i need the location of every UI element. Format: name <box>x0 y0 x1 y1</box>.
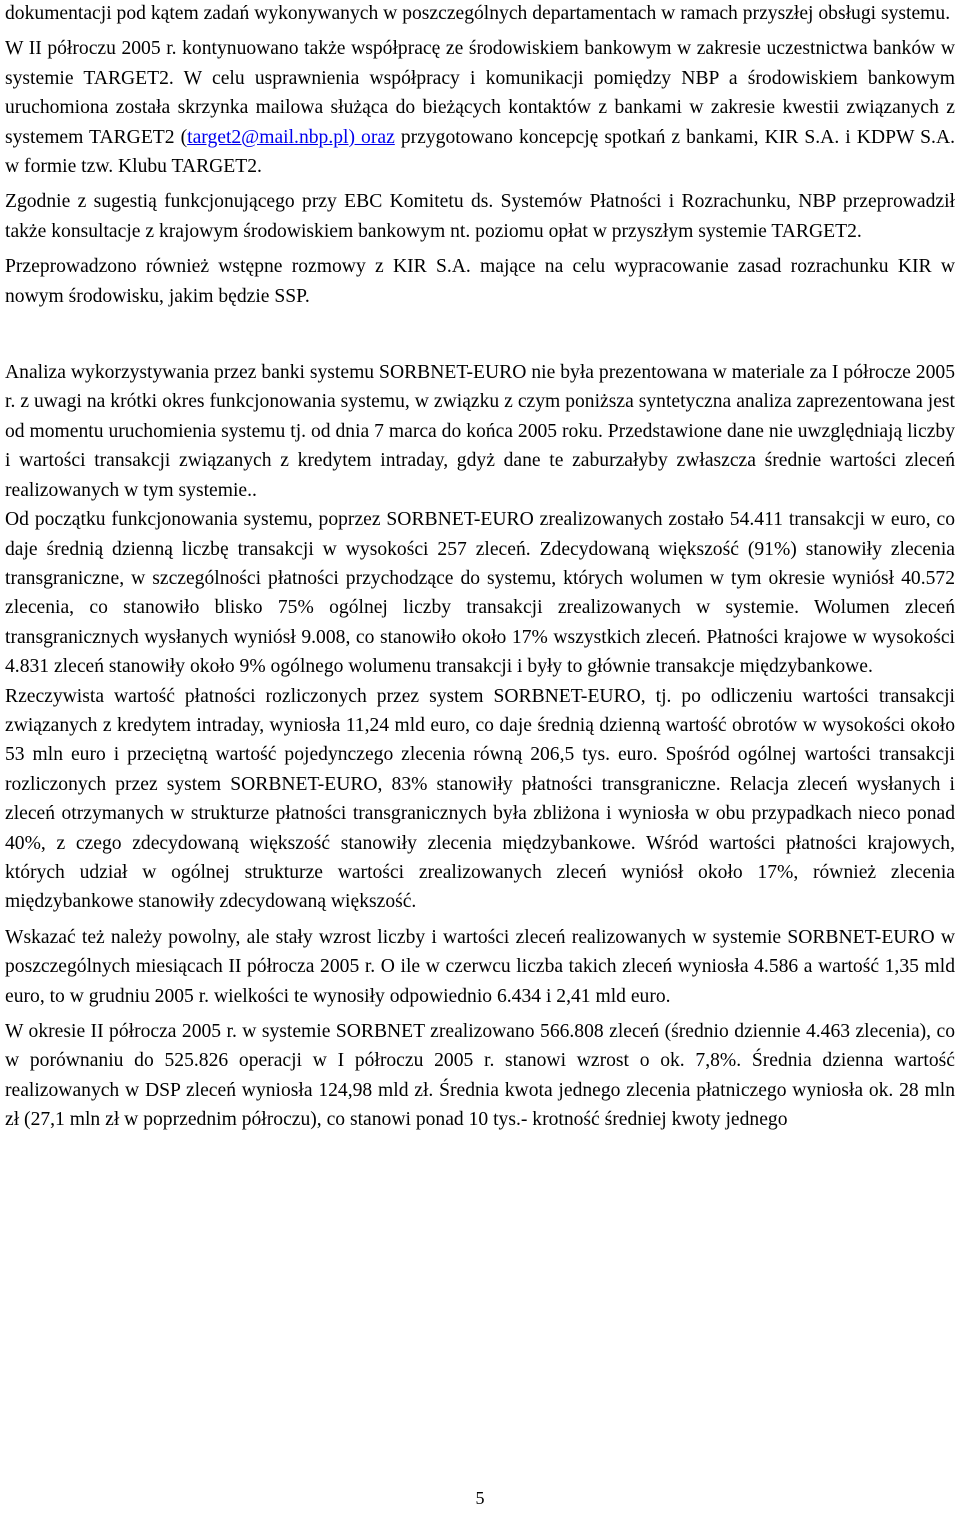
paragraph-sorbnet-euro-growth: Wskazać też należy powolny, ale stały wzrost liczby i wartości zleceń realizowanych w systemie SORBNET-EURO w poszczególnych miesiącach II półrocza 2005 r. O ile w czerwcu liczba takich zleceń wyniosła 4.586 a wartość 1,35 mld euro, to w grudniu 2005 r. wielkości te wynosiły odpowiednio 6.434 i 2,41 mld euro. <box>5 926 955 1007</box>
paragraph-sorbnet-statistics: W okresie II półrocza 2005 r. w systemie SORBNET zrealizowano 566.808 zleceń (średnio dziennie 4.463 zlecenia), co w porównaniu do 525.826 operacji w I półroczu 2005 r. stanowi wzrost o ok. 7,8%. Średnia dzienna wartość realizowanych w DSP zleceń wyniosła 124,98 mld zł. Średnia kwota jednego zlecenia płatniczego wyniosła ok. 28 mln zł (27,1 mln zł w poprzednim półroczu), co stanowi ponad 10 tys.- krotność średniej kwoty jednego <box>5 1021 955 1131</box>
paragraph-sorbnet-euro-volume: Od początku funkcjonowania systemu, poprzez SORBNET-EURO zrealizowanych zostało 54.411 transakcji w euro, co daje średnią dzienną liczbę transakcji w wysokości 257 zleceń. Zdecydowaną większość (91%) stanowiły zlecenia transgraniczne, w szczególności płatności przychodzące do systemu, których wolumen w tym okresie wyniósł 40.572 zlecenia, co stanowiło blisko 75% ogólnej liczby transakcji zrealizowanych w systemie. Wolumen zleceń transgranicznych wysłanych wyniósł 9.008, co stanowiło około 17% wszystkich zleceń. Płatności krajowe w wysokości 4.831 zleceń stanowiły około 9% ogólnego wolumenu transakcji i były to głównie transakcje międzybankowe. <box>5 509 955 678</box>
paragraph-ebc-consultations: Zgodnie z sugestią funkcjonującego przy EBC Komitetu ds. Systemów Płatności i Rozrachunku, NBP przeprowadził także konsultacje z krajowym środowiskiem bankowym nt. poziomu opłat w przyszłym systemie TARGET2. <box>5 191 955 242</box>
paragraph-target2-text-start: W II półroczu 2005 r. kontynuowano także współpracę ze środowiskiem bankowym w zakresie uczestnictwa banków w systemie TARGET2. W celu usprawnienia współpracy i komunikacji pomiędzy NBP a środowiskiem bankowym uruchomiona została skrzynka mailowa służąca do bieżących kontaktów z bankami w zakresie kwestii związanych z systemem TARGET2 ( <box>5 38 955 148</box>
paragraph-documentation: dokumentacji pod kątem zadań wykonywanych w poszczególnych departamentach w ramach przyszłej obsługi systemu. <box>5 3 951 24</box>
paragraph-sorbnet-euro-analysis: Analiza wykorzystywania przez banki systemu SORBNET-EURO nie była prezentowana w materiale za I półrocze 2005 r. z uwagi na krótki okres funkcjonowania systemu, w związku z czym poniższa syntetyczna analiza zaprezentowana jest od momentu uruchomienia systemu tj. od dnia 7 marca do końca 2005 roku. Przedstawione dane nie uwzględniają liczby i wartości transakcji związanych z kredytem intraday, gdyż dane te zaburzałyby zwłaszcza średnie wartości zleceń realizowanych w tym systemie.. <box>5 362 955 501</box>
page-number: 5 <box>475 1488 485 1508</box>
target2-mailbox-link[interactable]: target2@mail.nbp.pl) oraz <box>187 126 395 148</box>
paragraph-target2-text-end: przygotowano koncepcję spotkań z bankami, KIR S.A. i KDPW S.A. w formie tzw. Klubu TARGET2. <box>5 126 955 178</box>
paragraph-target2-cooperation <box>5 34 955 181</box>
document-page <box>5 0 955 1135</box>
paragraph-sorbnet-euro-value: Rzeczywista wartość płatności rozliczonych przez system SORBNET-EURO, tj. po odliczeniu wartości transakcji związanych z kredytem intraday, wyniosła 11,24 mld euro, co daje średnią dzienną wartość obrotów w wysokości około 53 mln euro i przeciętną wartość pojedynczego zlecenia równą 206,5 tys. euro. Spośród ogólnej wartości transakcji rozliczonych przez system SORBNET-EURO, 83% stanowiły płatności transgraniczne. Relacja zleceń wysłanych i zleceń otrzymanych w strukturze płatności transgranicznych była zbliżona i wyniosła w obu przypadkach nieco ponad 40%, z czego zdecydowaną większość stanowiły zlecenia międzybankowe. Wśród wartości płatności krajowych, których udział w ogólnej strukturze wartości zrealizowanych zleceń wyniósł około 17%, również zlecenia międzybankowe stanowiły zdecydowaną większość. <box>5 685 955 913</box>
paragraph-kir-talks: Przeprowadzono również wstępne rozmowy z KIR S.A. mające na celu wypracowanie zasad rozrachunku KIR w nowym środowisku, jakim będzie SSP. <box>5 256 955 307</box>
